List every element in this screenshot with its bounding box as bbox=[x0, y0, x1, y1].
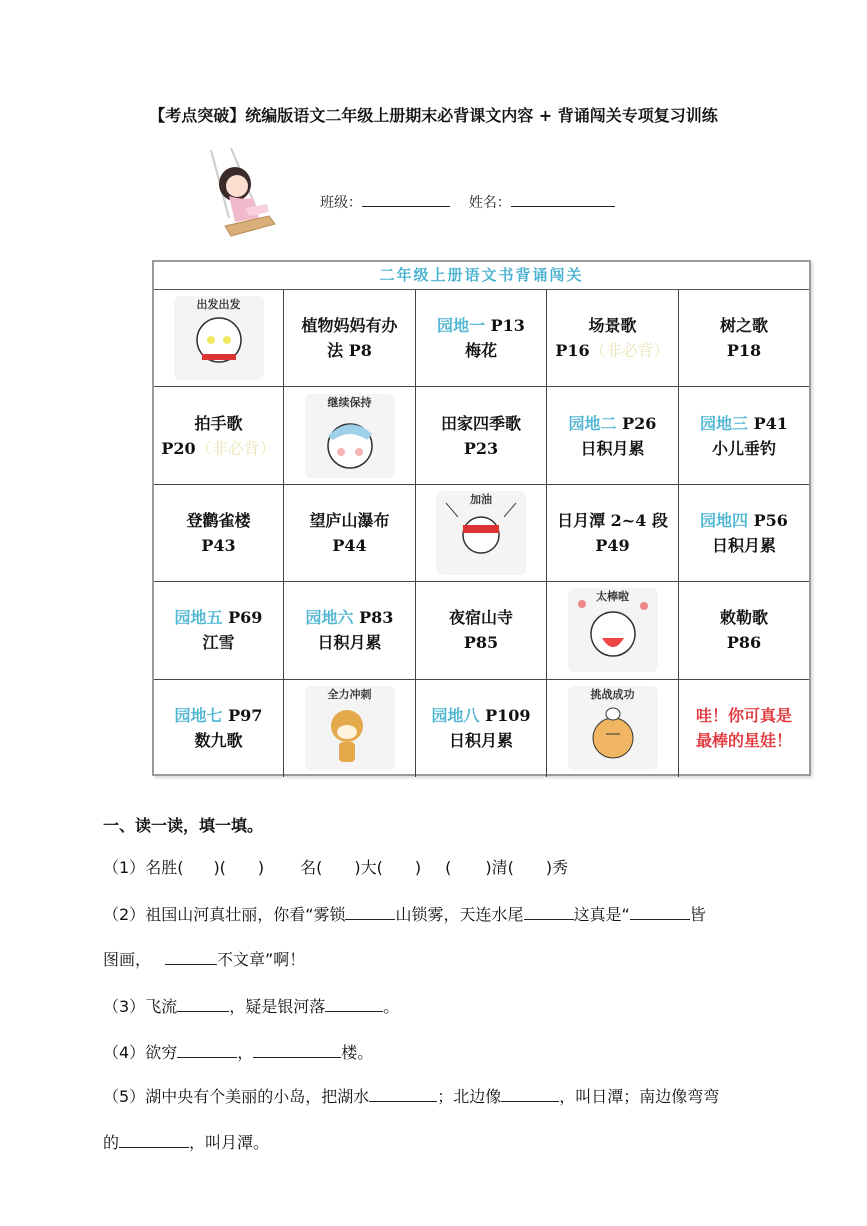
cell-text: P85 bbox=[463, 633, 499, 653]
question-number: （5） bbox=[103, 1087, 146, 1106]
answer-blank[interactable] bbox=[119, 1131, 189, 1148]
cell-line-1 bbox=[186, 508, 250, 533]
cell-line-1 bbox=[441, 411, 521, 436]
cell-text: P97 bbox=[222, 706, 263, 726]
cell-line-1 bbox=[175, 703, 263, 728]
q1-text: ) bbox=[257, 858, 265, 877]
table-cell bbox=[154, 290, 284, 387]
cell-line-2 bbox=[712, 533, 776, 558]
cell-line-2 bbox=[696, 728, 792, 753]
question-5-continued bbox=[103, 1130, 269, 1153]
question-number: （4） bbox=[103, 1043, 146, 1062]
q1-text: 名胜( bbox=[145, 858, 184, 877]
table-cell bbox=[416, 485, 547, 582]
q3-text: 飞流 bbox=[145, 997, 178, 1016]
q5-text: ，叫日潭；南边像弯弯 bbox=[559, 1087, 720, 1106]
cell-line-2 bbox=[161, 436, 275, 461]
q1-text: )秀 bbox=[545, 858, 569, 877]
q2-text: 这真是“ bbox=[573, 905, 630, 924]
question-5 bbox=[103, 1084, 719, 1107]
q1-text: )( bbox=[213, 858, 226, 877]
unit-label: 园地二 bbox=[568, 413, 617, 433]
cell-line-1 bbox=[569, 411, 657, 436]
table-cell bbox=[416, 582, 547, 679]
cell-text: P43 bbox=[201, 535, 236, 555]
q2-text: 图画， bbox=[103, 950, 152, 969]
q2-text: 山锁雾，天连水尾 bbox=[395, 905, 524, 924]
cell-line-1 bbox=[557, 508, 668, 533]
cell-text: 日积月累 bbox=[711, 535, 776, 555]
challenge-success-sticker-icon bbox=[568, 686, 658, 770]
name-label: 姓名： bbox=[468, 195, 511, 211]
table-cell bbox=[679, 290, 809, 387]
table-cell bbox=[154, 485, 284, 582]
cell-text: 树之歌 bbox=[719, 316, 768, 336]
cell-text: 敕勒歌 bbox=[719, 608, 768, 628]
cell-text: P69 bbox=[222, 608, 263, 628]
cell-text: 登鹳雀楼 bbox=[186, 510, 251, 530]
answer-blank[interactable] bbox=[165, 948, 217, 965]
unit-label: 园地五 bbox=[174, 608, 223, 628]
sticker-caption: 继续保持 bbox=[327, 395, 372, 409]
question-1 bbox=[103, 855, 568, 878]
question-number: （3） bbox=[103, 997, 146, 1016]
cell-text: P41 bbox=[748, 413, 788, 433]
unit-label: 园地三 bbox=[700, 413, 749, 433]
cell-line-2 bbox=[201, 533, 235, 558]
table-cell bbox=[284, 387, 416, 484]
cell-line-2 bbox=[332, 533, 366, 558]
q4-text: 楼。 bbox=[341, 1043, 374, 1062]
unit-label: 园地六 bbox=[305, 608, 354, 628]
cell-text: 最棒的星娃！ bbox=[695, 731, 792, 751]
class-input[interactable] bbox=[362, 192, 450, 207]
cell-line-1 bbox=[306, 605, 394, 630]
cell-line-2 bbox=[555, 338, 669, 363]
cell-line-1 bbox=[449, 605, 513, 630]
cell-line-2 bbox=[727, 630, 761, 655]
sticker-caption: 出发出发 bbox=[196, 298, 241, 312]
cell-text: 梅花 bbox=[464, 341, 497, 361]
class-label: 班级： bbox=[320, 195, 362, 211]
q2-text: 皆 bbox=[689, 905, 706, 924]
cell-line-1 bbox=[700, 508, 788, 533]
cell-line-2 bbox=[595, 533, 629, 558]
table-cell bbox=[284, 290, 416, 387]
q1-text: ) bbox=[414, 858, 422, 877]
optional-note: （非必背） bbox=[195, 438, 276, 458]
table-body bbox=[154, 290, 809, 777]
unit-label: 园地四 bbox=[700, 510, 749, 530]
cell-text: P109 bbox=[479, 706, 531, 726]
unit-label: 园地八 bbox=[431, 706, 480, 726]
table-cell bbox=[416, 387, 547, 484]
q3-text: 。 bbox=[383, 997, 400, 1016]
table-cell bbox=[547, 582, 679, 679]
cell-line-1 bbox=[720, 605, 768, 630]
cell-line-2 bbox=[465, 338, 497, 363]
q3-text: ，疑是银河落 bbox=[229, 997, 326, 1016]
cell-line-2 bbox=[464, 436, 498, 461]
cell-line-2 bbox=[202, 630, 234, 655]
table-cell bbox=[284, 485, 416, 582]
full-speed-sticker-icon bbox=[305, 686, 395, 770]
table-cell bbox=[547, 485, 679, 582]
cell-text: 植物妈妈有办 bbox=[301, 316, 398, 336]
cell-line-1 bbox=[437, 313, 525, 338]
table-cell bbox=[679, 582, 809, 679]
cell-line-1 bbox=[720, 313, 768, 338]
table-cell bbox=[679, 680, 809, 777]
cell-text: 数九歌 bbox=[194, 731, 243, 751]
cell-text: P56 bbox=[748, 510, 788, 530]
q1-text: )大( bbox=[354, 858, 383, 877]
cell-line-2 bbox=[194, 728, 242, 753]
question-2-continued bbox=[103, 947, 305, 970]
cell-line-1 bbox=[175, 605, 263, 630]
unit-label: 园地一 bbox=[437, 316, 486, 336]
sticker-caption: 挑战成功 bbox=[590, 688, 635, 702]
cell-text: 望庐山瀑布 bbox=[309, 510, 390, 530]
recitation-challenge-table bbox=[152, 260, 811, 776]
cell-line-2 bbox=[317, 630, 381, 655]
cell-text: 哇！你可真是 bbox=[695, 706, 792, 726]
cell-line-1 bbox=[696, 703, 792, 728]
optional-note: （非必背） bbox=[589, 341, 670, 361]
cell-line-2 bbox=[727, 338, 761, 363]
q4-text: ， bbox=[237, 1043, 254, 1062]
q1-text: )清( bbox=[485, 858, 514, 877]
table-cell bbox=[284, 582, 416, 679]
cell-line-1 bbox=[301, 313, 397, 338]
answer-blank[interactable] bbox=[501, 1085, 559, 1102]
question-4 bbox=[103, 1040, 373, 1063]
cell-line-1 bbox=[588, 313, 636, 338]
sticker-caption: 加油 bbox=[470, 492, 492, 506]
table-cell bbox=[284, 680, 416, 777]
table-cell bbox=[547, 680, 679, 777]
table-title: 二年级上册语文书背诵闯关 bbox=[154, 262, 809, 290]
cell-text: P44 bbox=[332, 535, 367, 555]
name-input[interactable] bbox=[511, 192, 615, 207]
q5-text: ；北边像 bbox=[437, 1087, 502, 1106]
cell-text: 拍手歌 bbox=[194, 413, 243, 433]
cell-line-1 bbox=[309, 508, 389, 533]
cell-line-2 bbox=[464, 630, 498, 655]
table-cell bbox=[679, 485, 809, 582]
cell-text: P20 bbox=[161, 438, 196, 458]
sticker-caption: 全力冲刺 bbox=[327, 688, 372, 702]
cheer-sticker-icon bbox=[436, 491, 526, 575]
table-cell bbox=[154, 387, 284, 484]
cell-text: P49 bbox=[595, 535, 630, 555]
table-cell bbox=[154, 680, 284, 777]
cell-line-2 bbox=[327, 338, 372, 363]
cell-text: P13 bbox=[485, 316, 525, 336]
q4-text: 欲穷 bbox=[145, 1043, 178, 1062]
table-cell bbox=[416, 290, 547, 387]
keep-going-sticker-icon bbox=[305, 394, 395, 478]
question-number: （2） bbox=[103, 905, 146, 924]
cell-text: P86 bbox=[726, 633, 762, 653]
q5-text: 的 bbox=[103, 1133, 120, 1152]
cell-text: 日积月累 bbox=[448, 731, 513, 751]
cell-line-1 bbox=[700, 411, 788, 436]
q5-text: ，叫月潭。 bbox=[189, 1133, 270, 1152]
answer-blank[interactable] bbox=[177, 995, 229, 1012]
section-title: 一、读一读，填一填。 bbox=[103, 816, 264, 835]
cell-text: 小儿垂钓 bbox=[711, 438, 776, 458]
q2-text: 不文章”啊！ bbox=[217, 950, 306, 969]
cell-text: P83 bbox=[353, 608, 394, 628]
q2-text: 祖国山河真壮丽，你看“雾锁 bbox=[145, 905, 346, 924]
answer-blank[interactable] bbox=[253, 1041, 341, 1058]
unit-label: 园地七 bbox=[174, 706, 223, 726]
answer-blank[interactable] bbox=[630, 903, 690, 920]
cell-line-2 bbox=[580, 436, 644, 461]
awesome-sticker-icon bbox=[568, 588, 658, 672]
cell-text: 日积月累 bbox=[580, 438, 645, 458]
q1-text: 名( bbox=[300, 858, 323, 877]
cell-text: P18 bbox=[726, 341, 762, 361]
answer-blank[interactable] bbox=[325, 995, 383, 1012]
cell-text: P23 bbox=[463, 438, 499, 458]
setting-off-sticker-icon bbox=[174, 296, 264, 380]
cell-text: 江雪 bbox=[202, 633, 235, 653]
cell-text: P26 bbox=[616, 413, 657, 433]
question-2 bbox=[103, 902, 706, 925]
table-cell bbox=[547, 387, 679, 484]
q5-text: 湖中央有个美丽的小岛，把湖水 bbox=[145, 1087, 370, 1106]
question-3 bbox=[103, 994, 399, 1017]
q1-text: ( bbox=[445, 858, 452, 877]
cell-line-1 bbox=[431, 703, 530, 728]
student-info bbox=[320, 192, 615, 212]
table-cell bbox=[547, 290, 679, 387]
answer-blank[interactable] bbox=[369, 1085, 437, 1102]
cell-line-1 bbox=[194, 411, 242, 436]
cell-line-2 bbox=[449, 728, 513, 753]
cell-text: 夜宿山寺 bbox=[448, 608, 513, 628]
cell-text: 法 P8 bbox=[327, 341, 372, 361]
answer-blank[interactable] bbox=[345, 903, 395, 920]
cell-text: 日月潭 2~4 段 bbox=[557, 510, 668, 530]
cell-line-2 bbox=[712, 436, 776, 461]
cell-text: 场景歌 bbox=[588, 316, 637, 336]
cell-text: 田家四季歌 bbox=[440, 413, 521, 433]
answer-blank[interactable] bbox=[524, 903, 574, 920]
table-cell bbox=[416, 680, 547, 777]
answer-blank[interactable] bbox=[177, 1041, 237, 1058]
sticker-caption: 太棒啦 bbox=[596, 590, 629, 604]
girl-on-swing-illustration bbox=[205, 148, 285, 244]
cell-text: 日积月累 bbox=[317, 633, 382, 653]
question-number: （1） bbox=[103, 858, 146, 877]
page-title: 【考点突破】统编版语文二年级上册期末必背课文内容 + 背诵闯关专项复习训练 bbox=[149, 106, 718, 125]
table-cell bbox=[679, 387, 809, 484]
cell-text: P16 bbox=[555, 341, 590, 361]
table-cell bbox=[154, 582, 284, 679]
